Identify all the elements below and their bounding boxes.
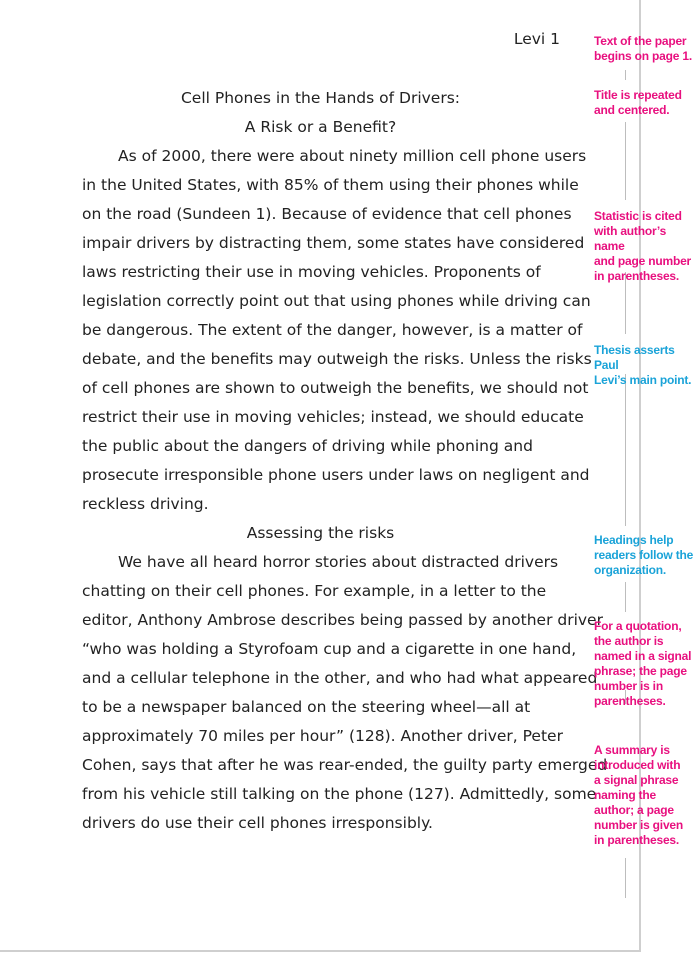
paragraph2-line: approximately 70 miles per hour” (128). Another driver, Peter bbox=[82, 727, 563, 745]
paragraph2-line: “who was holding a Styrofoam cup and a cigarette in one hand, bbox=[82, 640, 577, 658]
annotation-summary: A summary is introduced with a signal phrase naming the author; a page number is given in parentheses. bbox=[594, 743, 684, 847]
title-line-2: A Risk or a Benefit? bbox=[244, 118, 397, 136]
connector-line bbox=[625, 582, 626, 612]
paragraph1-line: legislation correctly point out that using phones while driving can bbox=[82, 292, 591, 310]
paragraph1-line: be dangerous. The extent of the danger, however, is a matter of bbox=[82, 321, 583, 339]
paragraph2-line: We have all heard horror stories about distracted drivers bbox=[118, 553, 559, 571]
running-head: Levi 1 bbox=[513, 30, 560, 48]
connector-line bbox=[625, 858, 626, 898]
annotation-title: Title is repeated and centered. bbox=[594, 88, 682, 117]
paragraph1-line: reckless driving. bbox=[82, 495, 209, 513]
paragraph2-line: to be a newspaper balanced on the steering wheel—all at bbox=[82, 698, 531, 716]
annotation-quotation: For a quotation, the author is named in a signal phrase; the page number is in parentheses. bbox=[594, 619, 692, 708]
paragraph2-line: from his vehicle still talking on the phone (127). Admittedly, some bbox=[82, 785, 597, 803]
connector-line bbox=[625, 70, 626, 80]
section-heading: Assessing the risks bbox=[246, 524, 395, 542]
paragraph2-line: and a cellular telephone in the other, and who had what appeared bbox=[82, 669, 598, 687]
annotation-statistic: Statistic is cited with author’s name and page number in parentheses. bbox=[594, 209, 692, 283]
paragraph1-line: laws restricting their use in moving vehicles. Proponents of bbox=[82, 263, 541, 281]
paragraph2-line: Cohen, says that after he was rear-ended, the guilty party emerged bbox=[82, 756, 608, 774]
connector-line bbox=[625, 374, 626, 526]
connector-line bbox=[625, 122, 626, 200]
paragraph1-line: debate, and the benefits may outweigh the risks. Unless the risks bbox=[82, 350, 592, 368]
annotation-thesis: Thesis asserts Paul Levi’s main point. bbox=[594, 343, 692, 387]
title-line-1: Cell Phones in the Hands of Drivers: bbox=[180, 89, 460, 107]
paragraph1-line: of cell phones are shown to outweigh the benefits, we should not bbox=[82, 379, 589, 397]
annotation-text-begins: Text of the paper begins on page 1. bbox=[594, 34, 692, 63]
paragraph2-line: drivers do use their cell phones irresponsibly. bbox=[82, 814, 433, 832]
paragraph1-line: prosecute irresponsible phone users under laws on negligent and bbox=[82, 466, 590, 484]
paragraph2-line: chatting on their cell phones. For example, in a letter to the bbox=[82, 582, 547, 600]
paragraph1-line: restrict their use in moving vehicles; instead, we should educate bbox=[82, 408, 584, 426]
paragraph1-line: impair drivers by distracting them, some states have considered bbox=[82, 234, 585, 252]
paragraph2-line: editor, Anthony Ambrose describes being passed by another driver bbox=[82, 611, 603, 629]
paragraph1-line: on the road (Sundeen 1). Because of evidence that cell phones bbox=[82, 205, 572, 223]
paragraph1-line: in the United States, with 85% of them using their phones while bbox=[82, 176, 579, 194]
paragraph1-line: As of 2000, there were about ninety million cell phone users bbox=[118, 147, 587, 165]
annotation-headings: Headings help readers follow the organization. bbox=[594, 533, 694, 577]
paragraph1-line: the public about the dangers of driving while phoning and bbox=[82, 437, 533, 455]
